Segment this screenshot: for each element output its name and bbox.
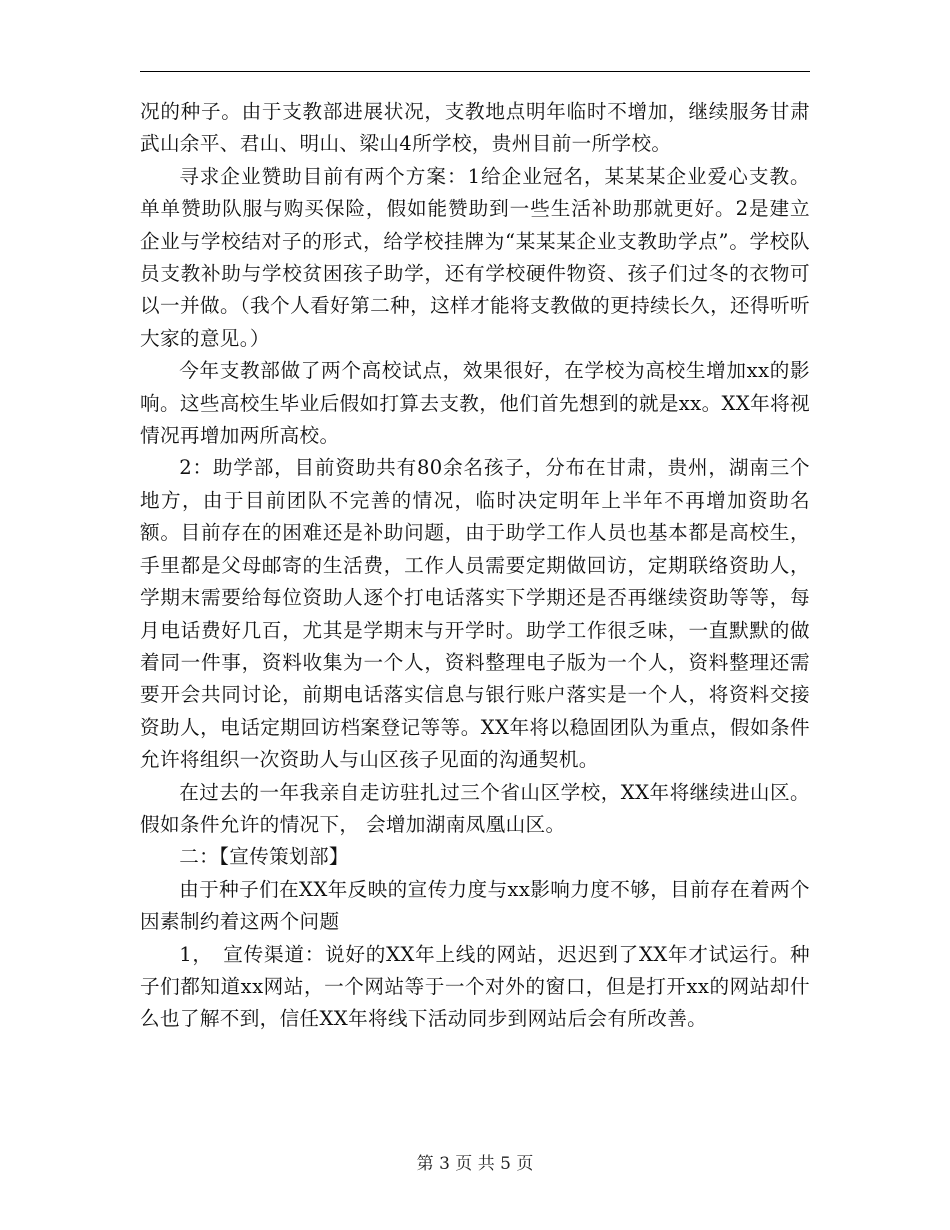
paragraph-school-visits: 在过去的一年我亲自走访驻扎过三个省山区学校，XX年将继续进山区。假如条件允许的情况下， 会增加湖南凤凰山区。 [140, 780, 810, 836]
section-heading-publicity: 二：【宣传策划部】 [179, 845, 349, 869]
page-number-footer: 第 3 页 共 5 页 [416, 1154, 534, 1174]
header-rule [140, 71, 810, 72]
paragraph-sponsorship-plans: 寻求企业赞助目前有两个方案：1给企业冠名，某某某企业爱心支教。单单赞助队服与购买保险，假如能赞助到一些生活补助那就更好。2是建立企业与学校结对子的形式，给学校挂牌为“某某某企业支教助学点”。学校队员支教补助与学校贫困孩子助学，还有学校硬件物资、孩子们过冬的衣物可以一并做。（我个人看好第二种，这样才能将支教做的更持续长久，还得听听大家的意见。） [140, 164, 810, 350]
paragraph-university-pilots: 今年支教部做了两个高校试点，效果很好，在学校为高校生增加xx的影响。这些高校生毕业后假如打算去支教，他们首先想到的就是xx。XX年将视情况再增加两所高校。 [140, 359, 810, 448]
paragraph-publicity-problem: 由于种子们在XX年反映的宣传力度与xx影响力度不够，目前存在着两个因素制约着这两个问题 [140, 877, 810, 934]
paragraph-continuation: 况的种子。由于支教部进展状况，支教地点明年临时不增加，继续服务甘肃武山余平、君山、明山、梁山4所学校，贵州目前一所学校。 [140, 100, 810, 156]
paragraph-publicity-channel: 1， 宣传渠道：说好的XX年上线的网站，迟迟到了XX年才试运行。种子们都知道xx网站，一个网站等于一个对外的窗口，但是打开xx的网站却什么也了解不到，信任XX年将线下活动同步到网站后会有所改善。 [140, 942, 810, 1031]
paragraph-student-aid-department: 2：助学部，目前资助共有80余名孩子，分布在甘肃，贵州，湖南三个地方，由于目前团队不完善的情况，临时决定明年上半年不再增加资助名额。目前存在的困难还是补助问题，由于助学工作人员也基本都是高校生，手里都是父母邮寄的生活费，工作人员需要定期做回访，定期联络资助人，学期末需要给每位资助人逐个打电话落实下学期还是否再继续资助等等，每月电话费好几百，尤其是学期末与开学时。助学工作很乏味，一直默默的做着同一件事，资料收集为一个人，资料整理电子版为一个人，资料整理还需要开会共同讨论，前期电话落实信息与银行账户落实是一个人，将资料交接资助人，电话定期回访档案登记等等。XX年将以稳固团队为重点，假如条件允许将组织一次资助人与山区孩子见面的沟通契机。 [140, 456, 810, 772]
document-body [140, 96, 810, 1036]
